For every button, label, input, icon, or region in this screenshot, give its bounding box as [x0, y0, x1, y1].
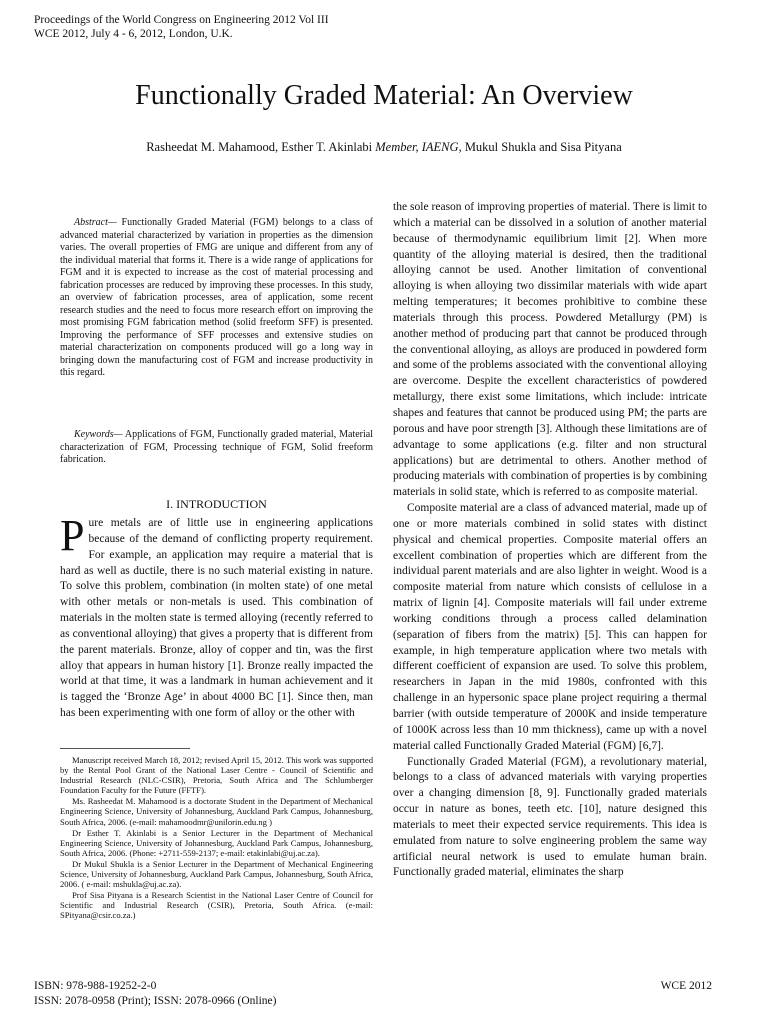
header-proceedings: Proceedings of the World Congress on Engineering 2012 Vol III	[34, 14, 329, 26]
footnote-divider	[60, 748, 190, 749]
paragraph-fgm: Functionally Graded Material (FGM), a revolutionary material, belongs to a class of advanced materials with varying properties over a changing dimension [8, 9]. Functionally graded materials occur in nature as bones, teeth etc. [10], nature designed this materials to meet their expected service requirements. This idea is emulated from nature to solve engineering problem the same way artificial neural network is used to emulate human brain. Functionally graded material, eliminates the sharp	[393, 755, 707, 879]
footnote-author-4: Prof Sisa Pityana is a Research Scientist in the National Laser Centre of Council for Scientific and Industrial Research (CSIR), Pretoria, South Africa. (e-mail: SPityana@csir.co.za.)	[60, 890, 373, 921]
keywords-label: Keywords—	[74, 429, 123, 440]
footer-right	[661, 979, 712, 994]
footer-conference-tag: WCE 2012	[660, 980, 712, 992]
authors-part2: , Mukul Shukla and Sisa Pityana	[458, 140, 622, 154]
footnote-manuscript: Manuscript received March 18, 2012; revised April 15, 2012. This work was supported by the Rental Pool Grant of the National Laser Centre - Council of Scientific and Industrial Research (NLC-CSIR), Pretoria, South Africa and The Schlumberger Foundation Faculty for the Future (FFTF).	[60, 755, 373, 796]
introduction-text: ure metals are of little use in engineering applications because of the demand of conflicting property requirement. For example, an application may require a material that is hard as well as ductile, there is no such material existing in nature. To solve this problem, combination (in molten state) of one metal with other metals or non-metals is used. This combination of materials in the molten state is termed alloying (recently referred to as conventional alloying) that gives a property that is different from the parent materials. Bronze, alloy of copper and tin, was the first alloy that appears in human history [1]. Bronze really impacted the world at that time, it was a landmark in human achievement and it is tagged the ‘Bronze Age’ in about 4000 BC [1]. Since then, man has been experimenting with one form of alloy or the other with	[60, 517, 373, 720]
introduction-paragraph	[60, 511, 373, 722]
paragraph-alloying-continued: the sole reason of improving properties of material. There is limit to which a material can be dissolved in a solution of another material because of thermodynamic equilibrium limit [2]. When more quantity of the alloying material is desired, then the traditional alloying cannot be used. Another limitation of conventional alloying is when alloying two dissimilar materials with wide apart melting temperatures; it becomes prohibitive to combine these materials through this process. Powdered Metallurgy (PM) is another method of producing part that cannot be produced through the conventional alloying, as alloys are produced in powdered form and some of the problems associated with the conventional alloying are overcome. Despite the excellent characteristics of powdered metallurgy, there exist some limitations, which include: intricate shapes and features that cannot be produced using PM; the parts are porous and have poor strength [3]. Although these limitations are of advantage to some applications (e.g. filter and non structural applications) but are detrimental to others. Another method of producing materials with combination of properties is by combining materials in solid state, which is referred to as composite material.	[393, 201, 707, 499]
keywords	[60, 429, 373, 467]
header-conference: WCE 2012, July 4 - 6, 2012, London, U.K.	[34, 28, 233, 40]
footnotes	[60, 755, 373, 922]
footnote-author-3: Dr Mukul Shukla is a Senior Lecturer in the Department of Mechanical Engineering Science, University of Johannesburg, Auckland Park Campus, Johannesburg, South Africa, 2006. ( e-mail: mshukla@uj.ac.za).	[60, 858, 373, 890]
drop-cap: P	[60, 511, 85, 560]
author-list	[0, 139, 768, 155]
right-column-body	[393, 200, 707, 881]
running-header	[34, 13, 329, 41]
abstract-label: Abstract—	[74, 217, 117, 228]
footnote-author-1: Ms. Rasheedat M. Mahamood is a doctorate Student in the Department of Mechanical Engineering Science, University of Johannesburg, Auckland Park Campus, Johannesburg, South Africa, 2006. (e-mail: mahamoodmr@unilorin.edu.ng )	[60, 796, 373, 827]
authors-membership: Member, IAENG	[375, 140, 459, 154]
paper-title: Functionally Graded Material: An Overview	[135, 80, 633, 111]
footnote-author-2: Dr Esther T. Akinlabi is a Senior Lecturer in the Department of Mechanical Engineering Science, University of Johannesburg, Auckland Park Campus, Johannesburg, South Africa, 2006. (Phone: +2711-559-2137; e-mail: etakinlabi@uj.ac.za).	[60, 827, 373, 858]
footer-left	[34, 979, 276, 1009]
paragraph-composite-material: Composite material are a class of advanced material, made up of one or more materials combined in solid states with distinct physical and chemical properties. Composite material offers an excellent combination of properties which are different from the individual parent materials and are also lighter in weight. Wood is a composite material from nature which consists of cellulose in a matrix of lignin [4]. Composite materials will fail under extreme working conditions through a process called delamination (separation of fibers from the matrix) [5]. This can happen for example, in high temperature application where two metals with different coefficient of expansion are used. To solve this problem, researchers in Japan in the mid 1980s, confronted with this challenge in an hypersonic space plane project requiring a thermal barrier (with outside temperature of 2000K and inside temperature of 1000K across less than 10 mm thickness), came up with a novel material called Functionally Graded Material (FGM) [6,7].	[393, 502, 707, 752]
footer-isbn: ISBN: 978-988-19252-2-0	[34, 980, 157, 992]
keywords-text: Applications of FGM, Functionally graded material, Material characterization of FGM, Processing technique of FGM, Solid freeform fabrication.	[60, 429, 373, 465]
footer-issn: ISSN: 2078-0958 (Print); ISSN: 2078-0966 (Online)	[34, 995, 277, 1007]
abstract-text: Functionally Graded Material (FGM) belongs to a class of advanced material characterized by variation in properties as the dimension varies. The overall properties of FMG are unique and different from any of the individual material that forms it. There is a wide range of applications for FGM and it is expected to increase as the cost of material processing and fabrication processes are reduced by improving these processes. In this study, an overview of fabrication processes, area of application, some recent research studies and the need to focus more research effort on improving the most promising FGM fabrication method (solid freeform SFF) is presented. Improving the performance of SFF processes and extensive studies on material characterization on components produced will go a long way in bringing down the manufacturing cost of FGM and increase productivity in this regard.	[60, 217, 373, 378]
abstract	[60, 217, 373, 380]
section-heading-introduction: I. INTRODUCTION	[166, 497, 267, 511]
authors-part1: Rasheedat M. Mahamood, Esther T. Akinlabi	[146, 140, 376, 154]
